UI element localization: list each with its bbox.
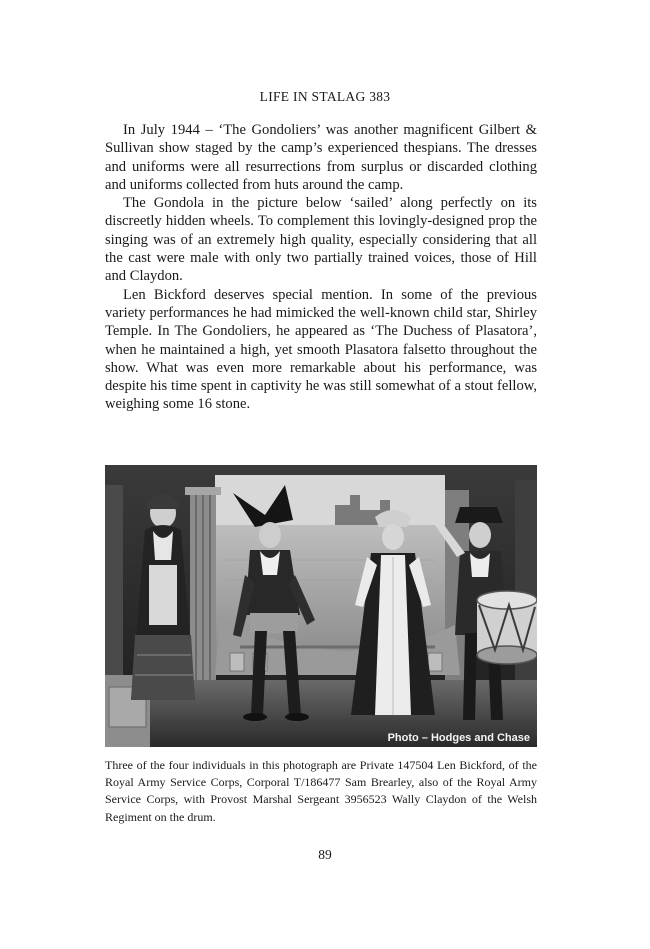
right-column-outer <box>515 480 537 700</box>
photo-watermark: Photo – Hodges and Chase <box>387 732 530 744</box>
page-number: 89 <box>318 847 332 862</box>
running-head: LIFE IN STALAG 383 <box>259 89 391 104</box>
paragraph-2: The Gondola in the picture below ‘sailed’ along perfectly on its discreetly hidden wheels. To complement this lovingly-designed prop the singing was of an extremely high quality, especially considering that all the cast were male with only two partially trained voices, those of Hill and Claydon. <box>105 195 537 285</box>
paragraph-1: In July 1944 – ‘The Gondoliers’ was another magnificent Gilbert & Sullivan show staged by the camp’s experienced thespians. The dresses and uniforms were all resurrections from surplus or discarded clothing and uniforms collected from huts around the camp. <box>105 122 537 193</box>
figure-caption: Three of the four individuals in this photograph are Private 147504 Len Bickford, of the Royal Army Service Corps, Corporal T/186477 Sam Brearley, also of the Royal Army Service Corps, with Provost Marshal Sergeant 3956523 Wally Claydon of the Welsh Regiment on the drum. <box>105 758 537 824</box>
stage-photograph <box>105 465 537 747</box>
body-text <box>105 121 537 414</box>
paragraph-3: Len Bickford deserves special mention. In some of the previous variety performances he had mimicked the well-known child star, Shirley Temple. In The Gondoliers, he appeared as ‘The Duchess of Plasatora’, when he maintained a high, yet smooth Plasatora falsetto throughout the show. What was even more remarkable about his performance, was despite his time spent in captivity he was still somewhat of a stout fellow, weighing some 16 stone. <box>105 286 537 413</box>
drum <box>477 591 537 664</box>
left-column-outer <box>105 485 123 705</box>
